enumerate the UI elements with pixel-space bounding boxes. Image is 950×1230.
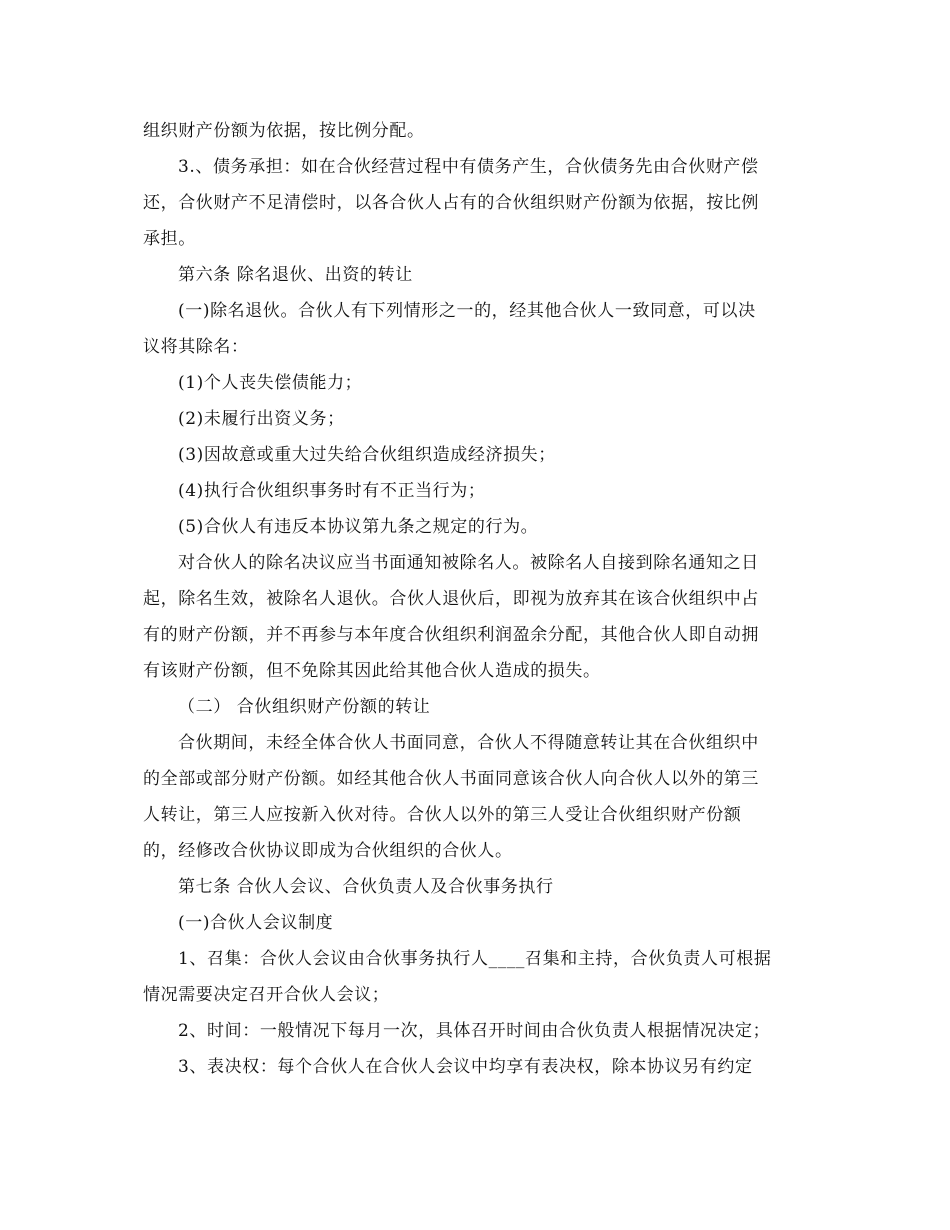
text-line: (一)除名退伙。合伙人有下列情形之一的，经其他合伙人一致同意，可以决 — [178, 301, 756, 321]
text-line: 3.、债务承担：如在合伙经营过程中有债务产生，合伙债务先由合伙财产偿 — [178, 157, 759, 177]
document-body — [143, 113, 808, 1085]
text-line: 的全部或部分财产份额。如经其他合伙人书面同意该合伙人向合伙人以外的第三 — [143, 769, 759, 789]
text-line: 3、表决权：每个合伙人在合伙人会议中均享有表决权，除本协议另有约定 — [178, 1057, 753, 1077]
text-line: 议将其除名： — [143, 337, 249, 357]
text-line: 起，除名生效，被除名人退伙。合伙人退伙后，即视为放弃其在该合伙组织中占 — [143, 589, 759, 609]
list-item: (3)因故意或重大过失给合伙组织造成经济损失； — [178, 445, 556, 465]
section-heading: 第六条 除名退伙、出资的转让 — [178, 265, 413, 285]
list-item: (5)合伙人有违反本协议第九条之规定的行为。 — [178, 517, 539, 537]
text-line: 承担。 — [143, 229, 196, 249]
text-line: 的，经修改合伙协议即成为合伙组织的合伙人。 — [143, 841, 513, 861]
section-heading: 第七条 合伙人会议、合伙负责人及合伙事务执行 — [178, 877, 554, 897]
text-line: 2、时间：一般情况下每月一次，具体召开时间由合伙负责人根据情况决定； — [178, 1021, 771, 1041]
text-line: 对合伙人的除名决议应当书面通知被除名人。被除名人自接到除名通知之日 — [178, 553, 759, 573]
text-line: 有该财产份额，但不免除其因此给其他合伙人造成的损失。 — [143, 661, 601, 681]
text-line: 组织财产份额为依据，按比例分配。 — [143, 121, 425, 141]
text-line: 有的财产份额，并不再参与本年度合伙组织利润盈余分配，其他合伙人即自动拥 — [143, 625, 759, 645]
subsection-heading: (一)合伙人会议制度 — [178, 913, 334, 933]
text-line: 1、召集：合伙人会议由合伙事务执行人____召集和主持，合伙负责人可根据 — [178, 949, 772, 969]
text-line: 还，合伙财产不足清偿时，以各合伙人占有的合伙组织财产份额为依据，按比例 — [143, 193, 759, 213]
list-item: (1)个人丧失偿债能力； — [178, 373, 363, 393]
list-item: (4)执行合伙组织事务时有不正当行为； — [178, 481, 486, 501]
text-line: 合伙期间，未经全体合伙人书面同意，合伙人不得随意转让其在合伙组织中 — [178, 733, 759, 753]
text-line: 人转让，第三人应按新入伙对待。合伙人以外的第三人受让合伙组织财产份额 — [143, 805, 742, 825]
subsection-heading: （二） 合伙组织财产份额的转让 — [178, 697, 431, 717]
list-item: (2)未履行出资义务； — [178, 409, 345, 429]
text-line: 情况需要决定召开合伙人会议； — [143, 985, 390, 1005]
